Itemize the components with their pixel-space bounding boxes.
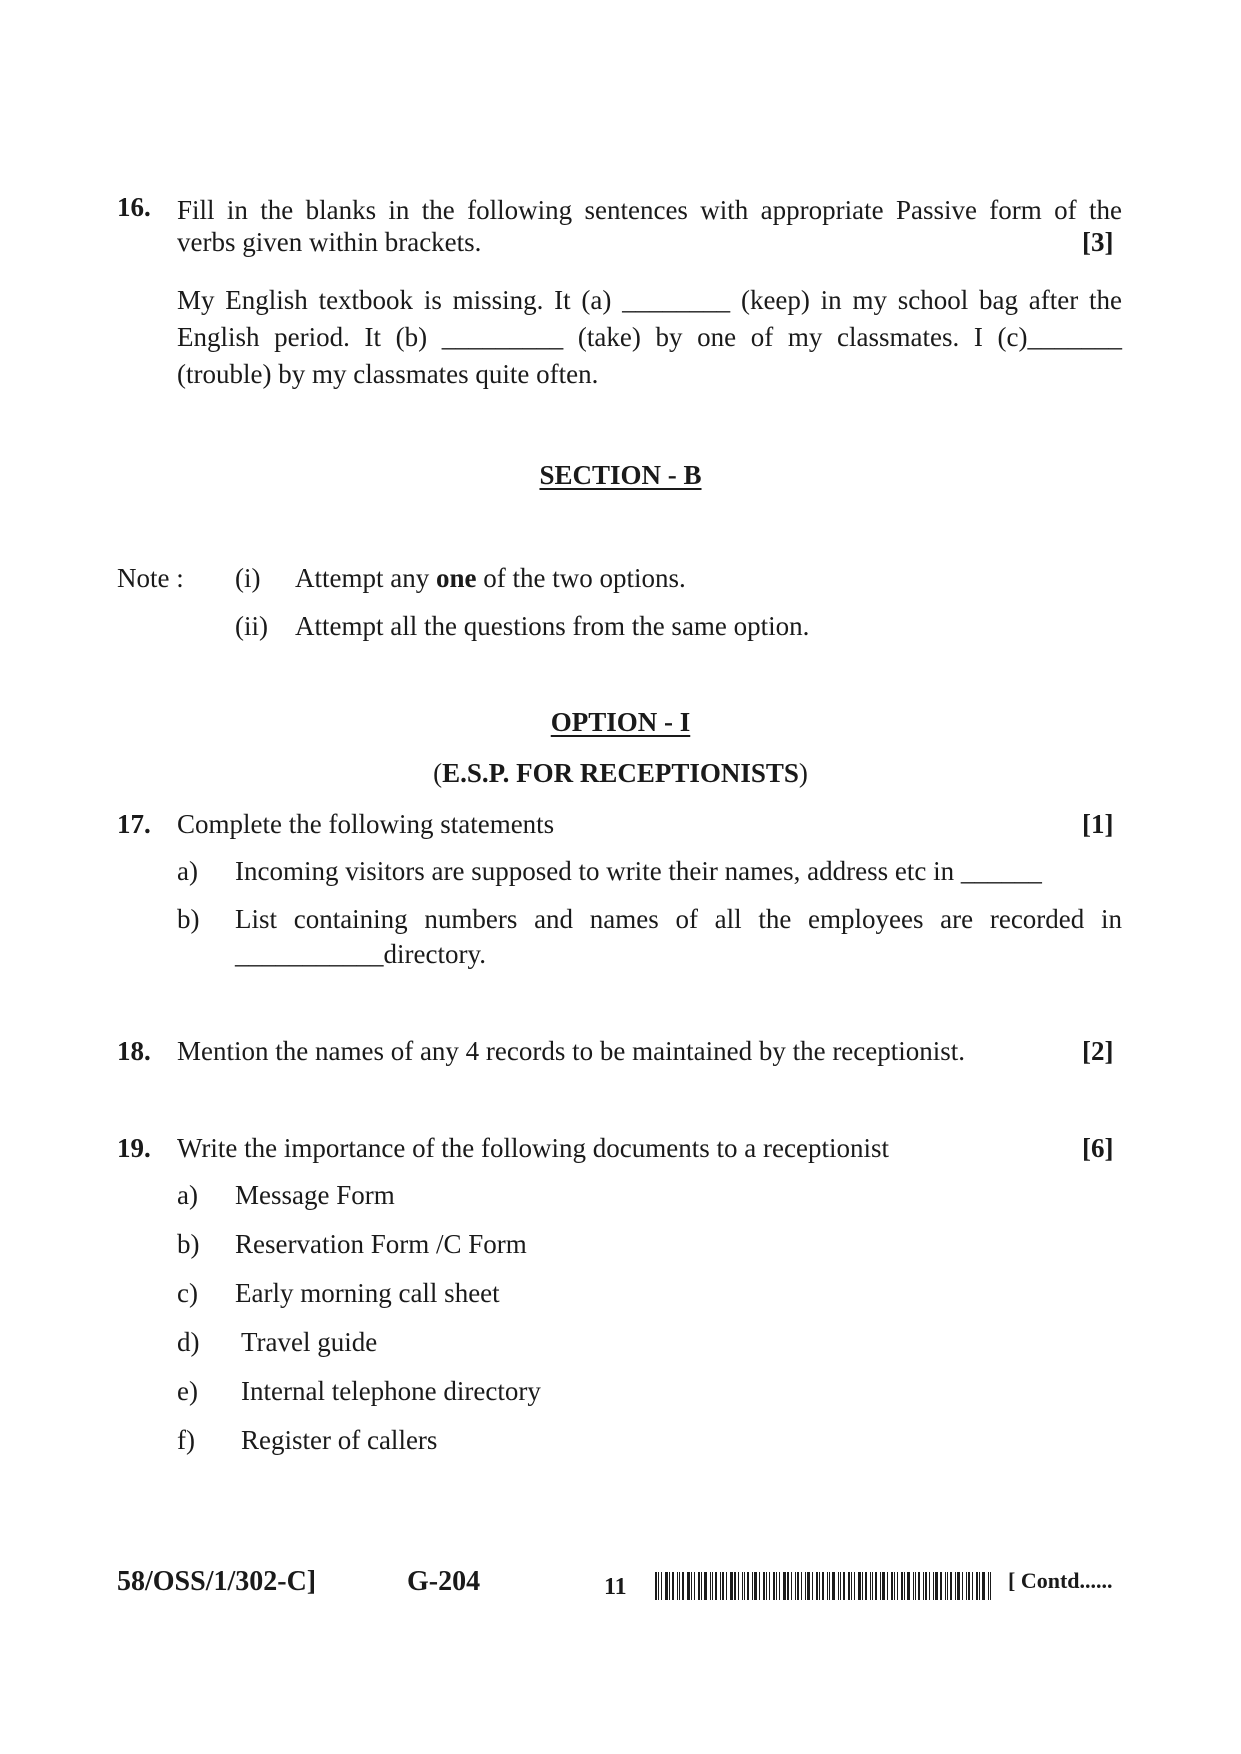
barcode-bar: [915, 1572, 916, 1600]
barcode-bar: [822, 1572, 824, 1600]
barcode-bar: [897, 1572, 898, 1600]
barcode-bar: [966, 1572, 967, 1600]
barcode-bar: [858, 1572, 861, 1600]
q18-marks: [2]: [1082, 1036, 1114, 1066]
barcode-bar: [752, 1572, 753, 1600]
q19-item-b-text: Reservation Form /C Form: [235, 1229, 527, 1259]
q19-item-f-text: Register of callers: [241, 1425, 438, 1455]
q16-passage: My English textbook is missing. It (a) ________ (keep) in my school bag after the English period. It (b) _________ (take) by one of my classmates. I (c)_______ (trouble) by my classmates quite often.: [177, 285, 1122, 389]
q19-marks: [6]: [1082, 1133, 1114, 1163]
barcode-bar: [779, 1572, 780, 1600]
q17-item-a-letter: a): [177, 856, 198, 886]
q17-text: Complete the following statements: [177, 809, 555, 839]
barcode-bar: [801, 1572, 802, 1600]
barcode-bar: [769, 1572, 770, 1600]
barcode-bar: [935, 1572, 938, 1600]
q19-item-e-letter: e): [177, 1376, 198, 1406]
note-item-1-text: [295, 563, 686, 594]
q19-item-d-text: Travel guide: [241, 1327, 378, 1357]
barcode-bar: [698, 1572, 700, 1600]
barcode-bar: [901, 1572, 903, 1600]
q19-item-c-letter: c): [177, 1278, 198, 1308]
section-b-title-text: SECTION - B: [539, 460, 702, 490]
barcode-bar: [665, 1572, 668, 1600]
barcode-bar: [742, 1572, 743, 1600]
option-i-subtitle: [0, 758, 1241, 789]
barcode-bar: [715, 1572, 717, 1600]
barcode-bar: [957, 1572, 960, 1600]
option-i-title: [0, 707, 1241, 738]
barcode-bar: [816, 1572, 818, 1600]
option-i-subtitle-text: E.S.P. FOR RECEPTIONISTS: [442, 758, 799, 788]
note-item-2-roman: (ii): [235, 611, 268, 641]
barcode-bar: [766, 1572, 767, 1600]
barcode-bar: [968, 1572, 970, 1600]
barcode-bar: [701, 1572, 702, 1600]
barcode-bar: [925, 1572, 927, 1600]
barcode-bar: [819, 1572, 820, 1600]
barcode-bar: [773, 1572, 775, 1600]
barcode-bar: [754, 1572, 757, 1600]
q19-item-f-letter: f): [177, 1425, 195, 1455]
barcode-bar: [797, 1572, 799, 1600]
barcode-bar: [880, 1572, 881, 1600]
footer-page-number: 11: [604, 1574, 627, 1600]
note-label: Note :: [117, 563, 184, 593]
option-i-subtitle-open: (: [433, 758, 443, 788]
barcode-bar: [832, 1572, 835, 1600]
q19-item-a-text: Message Form: [235, 1180, 395, 1210]
barcode-bar: [795, 1572, 796, 1600]
footer-paper: G-204: [407, 1566, 481, 1597]
barcode-bar: [972, 1572, 973, 1600]
barcode-bar: [805, 1572, 806, 1600]
barcode-bar: [891, 1572, 893, 1600]
barcode-bar: [907, 1572, 910, 1600]
barcode-bar: [791, 1572, 792, 1600]
barcode-bar: [933, 1572, 934, 1600]
barcode-bar: [776, 1572, 777, 1600]
barcode-bar: [747, 1572, 749, 1600]
barcode-bar: [710, 1572, 711, 1600]
barcode-bar: [838, 1572, 839, 1600]
q19-item-a-letter: a): [177, 1180, 198, 1210]
barcode-bar: [722, 1572, 724, 1600]
barcode-bar: [672, 1572, 674, 1600]
barcode-bar: [704, 1572, 707, 1600]
barcode-bar: [894, 1572, 895, 1600]
barcode-bar: [763, 1572, 765, 1600]
barcode-bar: [726, 1572, 727, 1600]
barcode-bar: [862, 1572, 863, 1600]
note-item-1-post: of the two options.: [476, 563, 686, 593]
barcode-bar: [807, 1572, 810, 1600]
barcode-bar: [904, 1572, 905, 1600]
barcode-bar: [712, 1572, 713, 1600]
barcode-bar: [945, 1572, 946, 1600]
q17-marks: [1]: [1082, 809, 1114, 839]
option-i-title-text: OPTION - I: [550, 707, 691, 737]
q19-text: Write the importance of the following documents to a receptionist: [177, 1133, 889, 1163]
barcode-bar: [947, 1572, 948, 1600]
barcode-bar: [843, 1572, 845, 1600]
barcode-bar: [783, 1572, 786, 1600]
barcode-bar: [913, 1572, 914, 1600]
q18-number: 18.: [117, 1036, 151, 1066]
barcode-bar: [787, 1572, 789, 1600]
footer-contd: [ Contd......: [1008, 1568, 1113, 1593]
barcode-bar: [848, 1572, 850, 1600]
barcode-bar: [829, 1572, 830, 1600]
barcode-bar: [990, 1572, 991, 1600]
barcode-bar: [655, 1572, 657, 1600]
q16-marks: [3]: [1082, 227, 1114, 257]
barcode-bar: [734, 1572, 736, 1600]
q16-line2: verbs given within brackets.: [177, 227, 482, 257]
barcode-bar: [872, 1572, 873, 1600]
barcode-bar: [979, 1572, 980, 1600]
barcode-bar: [759, 1572, 760, 1600]
barcode-bar: [887, 1572, 888, 1600]
barcode-bar: [923, 1572, 924, 1600]
barcode-bar: [882, 1572, 885, 1600]
barcode-bar: [661, 1572, 662, 1600]
q18-text: Mention the names of any 4 records to be maintained by the receptionist.: [177, 1036, 966, 1066]
barcode-bar: [854, 1572, 855, 1600]
barcode-bar: [982, 1572, 985, 1600]
barcode-bar: [694, 1572, 695, 1600]
barcode-bar: [865, 1572, 867, 1600]
q17-item-b-line1: List containing numbers and names of all the employees are recorded in: [235, 904, 1122, 934]
footer-code: 58/OSS/1/302-C]: [117, 1566, 317, 1597]
barcode-bar: [669, 1572, 670, 1600]
q16-number: 16.: [117, 192, 151, 222]
q17-number: 17.: [117, 809, 151, 839]
barcode-bar: [950, 1572, 952, 1600]
barcode-bar: [812, 1572, 813, 1600]
note-item-1-bold: one: [435, 563, 477, 593]
barcode-bar: [679, 1572, 680, 1600]
barcode-bar: [918, 1572, 920, 1600]
barcode-bar: [658, 1572, 659, 1600]
q19-item-e-text: Internal telephone directory: [241, 1376, 541, 1406]
barcode-bar: [687, 1572, 690, 1600]
barcode-bar: [929, 1572, 930, 1600]
q16-line1: Fill in the blanks in the following sentences with appropriate Passive form of the: [177, 195, 1122, 225]
barcode-bar: [976, 1572, 978, 1600]
barcode-bar: [870, 1572, 871, 1600]
q17-item-b-line2: ___________directory.: [235, 939, 486, 969]
note-item-1-pre: Attempt any: [295, 563, 436, 593]
q19-number: 19.: [117, 1133, 151, 1163]
barcode-bar: [851, 1572, 852, 1600]
q17-item-a-text: Incoming visitors are supposed to write their names, address etc in ______: [235, 856, 1042, 886]
barcode-bar: [677, 1572, 678, 1600]
q19-item-c-text: Early morning call sheet: [235, 1278, 500, 1308]
note-item-1-roman: (i): [235, 563, 261, 593]
barcode-bar: [720, 1572, 721, 1600]
barcode-bar: [682, 1572, 684, 1600]
option-i-subtitle-close: ): [798, 758, 808, 788]
barcode-bar: [827, 1572, 828, 1600]
barcode-bar: [940, 1572, 942, 1600]
barcode-bar: [955, 1572, 956, 1600]
barcode-bar: [730, 1572, 733, 1600]
barcode-bar: [738, 1572, 739, 1600]
note-item-2-text: Attempt all the questions from the same option.: [295, 611, 810, 641]
barcode-bar: [691, 1572, 692, 1600]
barcode-bar: [875, 1572, 877, 1600]
section-b-title: [0, 460, 1241, 491]
barcode-bar: [962, 1572, 963, 1600]
barcode: [655, 1572, 997, 1600]
barcode-bar: [988, 1572, 989, 1600]
q17-item-b-letter: b): [177, 904, 200, 934]
q19-item-b-letter: b): [177, 1229, 200, 1259]
barcode-bar: [744, 1572, 745, 1600]
q19-item-d-letter: d): [177, 1327, 200, 1357]
barcode-bar: [840, 1572, 841, 1600]
